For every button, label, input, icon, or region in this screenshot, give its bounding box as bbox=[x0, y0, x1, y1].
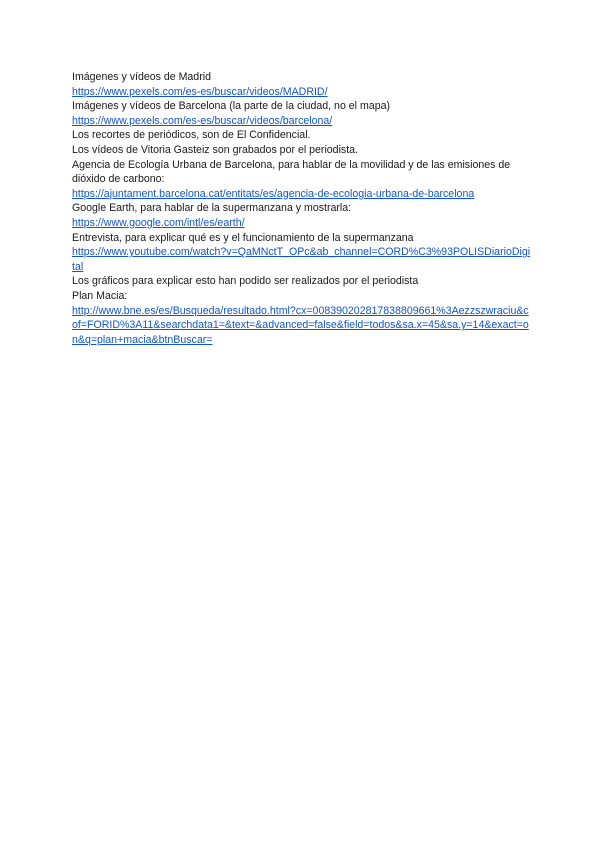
text-line-madrid-media: Imágenes y vídeos de Madrid bbox=[72, 71, 211, 83]
link-ajuntament-barcelona[interactable]: https://ajuntament.barcelona.cat/entitats/es/agencia-de-ecologia-urbana-de-barcelona bbox=[72, 187, 475, 200]
link-google-earth[interactable]: https://www.google.com/intl/es/earth/ bbox=[72, 216, 245, 229]
link-bne-plan-macia[interactable]: http://www.bne.es/es/Busqueda/resultado.html?cx=008390202817838809661%3Aezzszwraciu&cof=FORID%3A11&searchdata1=&text=&advanced=false&field=todos&sa.x=45&sa.y=14&exact=on&q=plan+macia&btnBuscar= bbox=[72, 304, 529, 346]
text-line-urban-ecology-agency: Agencia de Ecología Urbana de Barcelona, para hablar de la movilidad y de las emisiones de dióxido de carbono: bbox=[72, 158, 511, 186]
link-pexels-barcelona[interactable]: https://www.pexels.com/es-es/buscar/videos/barcelona/ bbox=[72, 114, 333, 127]
text-line-barcelona-media: Imágenes y vídeos de Barcelona (la parte de la ciudad, no el mapa) bbox=[72, 100, 391, 113]
text-line-plan-macia: Plan Macia: bbox=[72, 289, 128, 302]
document-body bbox=[72, 70, 532, 347]
text-line-vitoria-videos: Los vídeos de Vitoria Gasteiz son grabados por el periodista. bbox=[72, 143, 359, 156]
text-line-google-earth: Google Earth, para hablar de la supermanzana y mostrarla: bbox=[72, 202, 352, 215]
text-line-newspaper-clippings: Los recortes de periódicos, son de El Confidencial. bbox=[72, 129, 311, 142]
text-line-graphics: Los gráficos para explicar esto han podido ser realizados por el periodista bbox=[72, 275, 419, 288]
text-line-interview: Entrevista, para explicar qué es y el funcionamiento de la supermanzana bbox=[72, 231, 414, 244]
link-pexels-madrid[interactable]: https://www.pexels.com/es-es/buscar/videos/MADRID/ bbox=[72, 85, 328, 98]
link-youtube-interview[interactable]: https://www.youtube.com/watch?v=QaMNctT_OPc&ab_channel=CORD%C3%93POLISDiarioDigital bbox=[72, 246, 531, 273]
